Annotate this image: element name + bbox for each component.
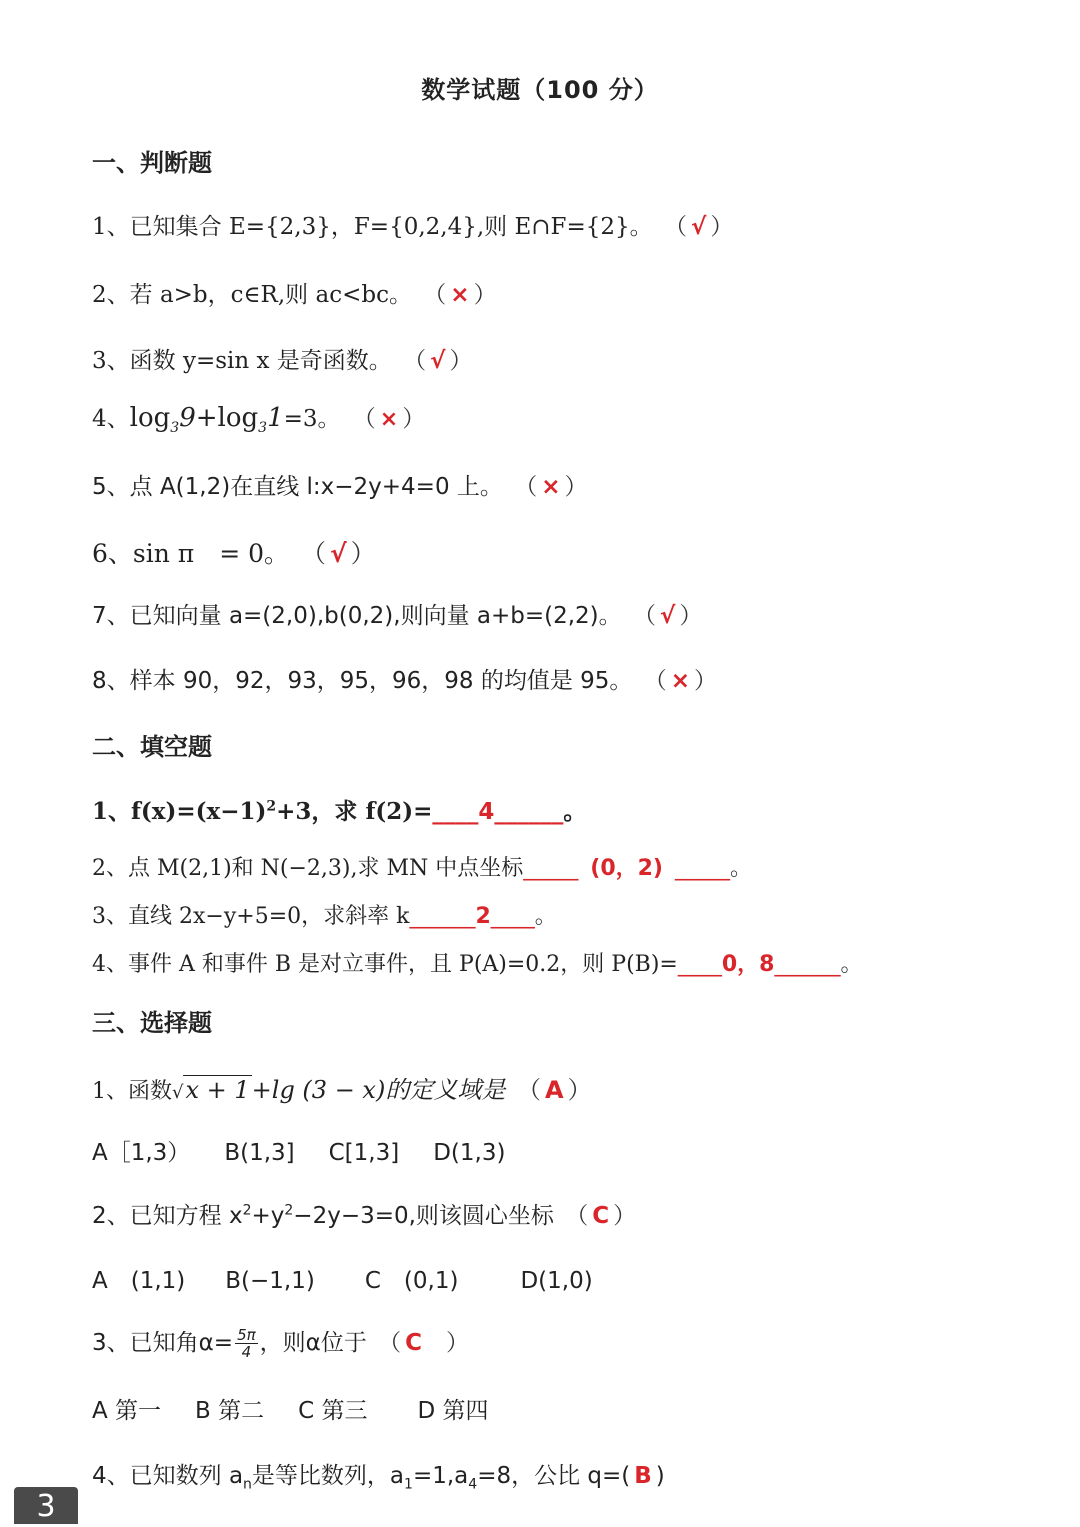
page-number-badge: 3 (14, 1487, 78, 1524)
judge-question-6: 6、sin π = 0。 （ √ ） (92, 539, 376, 568)
judge-question-7: 7、已知向量 a=(2,0),b(0,2),则向量 a+b=(2,2)。 （ √ ） (92, 603, 703, 629)
judge-question-2: 2、若 a>b，c∈R,则 ac<bc。 （ × ） (92, 282, 497, 308)
option-c: C (0,1) (364, 1268, 459, 1294)
fill-question-4: 4、事件 A 和事件 B 是对立事件，且 P(A)=0.2，则 P(B)=____0，8______。 (92, 952, 863, 977)
answer-letter: B (634, 1463, 652, 1489)
choice-question-3: 3、已知角α= $\frac{5\pi}{4}$ ，则α位于 （ C ） (92, 1326, 470, 1361)
judge-question-5: 5、点 A(1,2)在直线 l:x−2y+4=0 上。 （ × ） (92, 474, 588, 500)
question-text: 7、已知向量 a=(2,0),b(0,2),则向量 a+b=(2,2)。 (92, 603, 622, 629)
fraction: $\frac{5\pi}{4}$ (237, 1326, 256, 1361)
fill-question-3: 3、直线 2x−y+5=0，求斜率 k______2____。 (92, 904, 557, 929)
answer-text: 0，8 (721, 952, 775, 977)
answer-text: 2 (475, 904, 491, 929)
answer-mark: × (541, 474, 561, 500)
exam-title: 数学试题（100 分） (421, 76, 659, 104)
judge-question-8: 8、样本 90，92，93，95，96，98 的均值是 95。 （ × ） (92, 668, 718, 694)
answer-text: (0，2) (590, 856, 663, 881)
answer-mark: √ (659, 603, 676, 629)
option-d: D(1,0) (520, 1268, 593, 1294)
option-a: A (1,1) (92, 1268, 186, 1294)
choice-options-1 (92, 1134, 539, 1167)
question-text: 2、若 a>b，c∈R,则 ac<bc。 (92, 282, 412, 308)
section-fill-heading: 二、填空题 (92, 733, 212, 761)
option-c: C[1,3] (328, 1140, 400, 1166)
question-text: 3、函数 y=sin x 是奇函数。 (92, 348, 392, 374)
option-b: B(1,3] (224, 1140, 295, 1166)
answer-mark: √ (329, 539, 347, 568)
section-choice-heading: 三、选择题 (92, 1009, 212, 1037)
answer-mark: √ (691, 214, 707, 240)
answer-letter: C (592, 1203, 610, 1229)
answer-text: 4 (478, 799, 495, 825)
answer-mark: × (379, 407, 399, 432)
answer-mark: × (670, 668, 691, 694)
section-judge-heading: 一、判断题 (92, 149, 212, 177)
option-d: D 第四 (417, 1398, 489, 1424)
choice-options-2 (92, 1262, 627, 1295)
choice-options-3 (92, 1392, 523, 1425)
answer-letter: C (405, 1330, 423, 1356)
option-a: A 第一 (92, 1398, 162, 1424)
question-text: 5、点 A(1,2)在直线 l:x−2y+4=0 上。 (92, 474, 503, 500)
choice-question-4: 4、已知数列 $a_n$是等比数列，$a_1=1,a_4=8$，公比 q=( B ) (92, 1463, 665, 1493)
question-text: 1、已知集合 E={2,3}，F={0,2,4},则 E∩F={2}。 (92, 214, 653, 240)
question-text: 8、样本 90，92，93，95，96，98 的均值是 95。 (92, 668, 633, 694)
option-b: B 第二 (195, 1398, 265, 1424)
answer-mark: √ (430, 348, 446, 374)
answer-mark: × (450, 282, 470, 308)
fill-question-1: 1、$f(x)=(x-1)^2+3$，求 f(2)=____4______。 (92, 798, 587, 825)
choice-question-2: 2、已知方程 $x^2+y^2-2y-3=0$,则该圆心坐标 （ C ） (92, 1202, 637, 1229)
judge-question-1: 1、已知集合 E={2,3}，F={0,2,4},则 E∩F={2}。 （ √ ） (92, 214, 734, 240)
judge-question-3: 3、函数 y=sin x 是奇函数。 （ √ ） (92, 348, 473, 374)
option-d: D(1,3) (433, 1140, 506, 1166)
option-b: B(−1,1) (225, 1268, 315, 1294)
option-c: C 第三 (298, 1398, 368, 1424)
answer-letter: A (544, 1076, 564, 1104)
question-text: 6、sin π = 0。 (92, 539, 290, 568)
option-a: A［1,3） (92, 1140, 191, 1166)
choice-question-1: 1、函数√x + 1+lg (3 − x)的定义域是 （ A ） (92, 1076, 592, 1104)
judge-question-4: 4、$\log_39+\log_31=3$。 （ × ） (92, 403, 426, 437)
fill-question-2: 2、点 M(2,1)和 N(−2,3),求 MN 中点坐标_____ (0，2) _____。 (92, 856, 753, 881)
